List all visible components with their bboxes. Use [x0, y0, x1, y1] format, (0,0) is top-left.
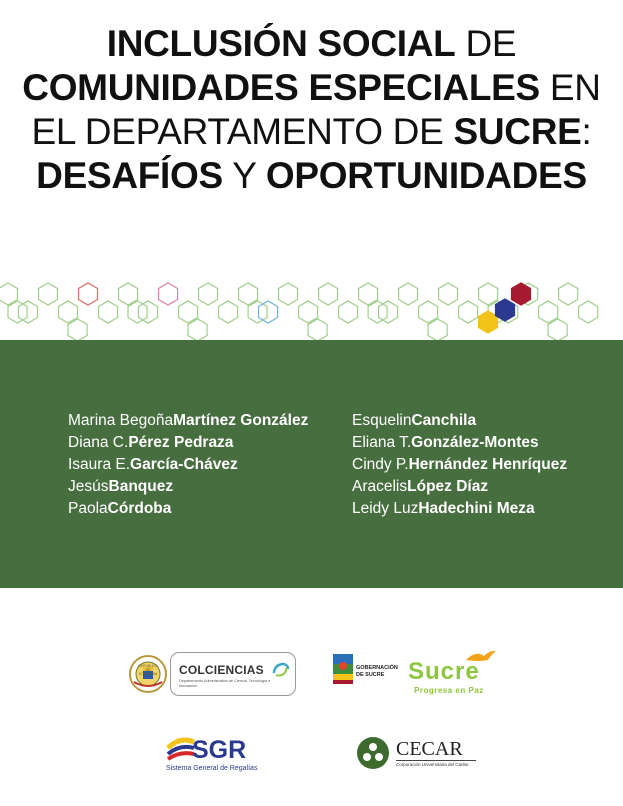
author-given-name: Isaura E. [68, 456, 131, 473]
title-line-2 [0, 66, 623, 110]
hexagon-shape [99, 301, 118, 323]
sgr-subtitle: Sistema General de Regalías [166, 765, 258, 772]
author-family-name: López Díaz [407, 478, 489, 495]
cecar-logo [356, 736, 476, 776]
hexagon-pattern-decoration [0, 272, 623, 342]
hexagon-shape [259, 301, 278, 323]
hexagon-shape [139, 301, 158, 323]
author-family-name: Pérez Pedraza [128, 434, 234, 451]
hexagon-shape [319, 283, 338, 305]
hexagon-shape [479, 283, 498, 305]
author-family-name: González-Montes [411, 434, 539, 451]
sgr-name: SGR [192, 736, 247, 764]
gobernacion-sucre-logo [332, 652, 398, 692]
hexagon-shape [548, 319, 567, 341]
hexagon-shape [339, 301, 358, 323]
title-line-4-bold2: OPORTUNIDADES [265, 155, 587, 196]
hexagon-shape [239, 283, 258, 305]
title-line-1 [0, 22, 623, 66]
authors-right-column [352, 410, 567, 520]
hexagon-shape [496, 299, 515, 321]
hexagon-shape [419, 301, 438, 323]
hexagon-shape [0, 283, 18, 305]
author-family-name: Canchila [411, 412, 477, 429]
gobernacion-line-2: DE SUCRE [356, 671, 385, 678]
author-family-name: Hernández Henríquez [408, 456, 568, 473]
colombia-coat-of-arms-logo [128, 654, 168, 699]
cecar-divider [396, 760, 476, 761]
author-given-name: Jesús [68, 478, 109, 495]
title-line-4-bold: DESAFÍOS [36, 155, 223, 196]
hexagon-shape [248, 301, 267, 323]
author-given-name: Esquelin [352, 412, 412, 429]
author-family-name: García-Chávez [130, 456, 238, 473]
hexagon-shape [368, 301, 387, 323]
book-title [0, 22, 623, 198]
colciencias-name: COLCIENCIAS [179, 663, 264, 677]
hexagon-shape [579, 301, 598, 323]
author-entry [352, 410, 567, 432]
title-line-3 [0, 110, 623, 154]
hexagon-shape [119, 283, 138, 305]
hexagon-shape [8, 301, 27, 323]
hexagon-shape [479, 311, 498, 333]
title-line-2-light: EN [539, 67, 601, 108]
colciencias-swirl-icon [271, 659, 291, 679]
hexagon-shape [428, 319, 447, 341]
author-entry [352, 432, 567, 454]
author-entry [352, 476, 567, 498]
author-family-name: Banquez [108, 478, 174, 495]
gobernacion-shield-icon [332, 652, 354, 688]
title-line-3-tail: : [581, 111, 592, 152]
title-line-3-light: EL DEPARTAMENTO DE [31, 111, 454, 152]
author-entry [68, 498, 308, 520]
hexagon-shape [188, 319, 207, 341]
author-given-name: Aracelis [352, 478, 408, 495]
gobernacion-text [356, 665, 398, 678]
hexagon-shape [512, 283, 531, 305]
cecar-name: CECAR [396, 738, 463, 760]
title-line-1-bold: INCLUSIÓN SOCIAL [106, 23, 456, 64]
hexagon-shape [439, 283, 458, 305]
hexagon-shape [128, 301, 147, 323]
author-given-name: Diana C. [68, 434, 129, 451]
author-given-name: Eliana T. [352, 434, 412, 451]
escudo-text: REPÚBLICA DE COLOMBIA [138, 664, 158, 676]
sucre-progresa-logo [404, 648, 504, 698]
author-given-name: Cindy P. [352, 456, 409, 473]
hexagon-shape [308, 319, 327, 341]
author-entry [352, 454, 567, 476]
hexagon-shape [39, 283, 58, 305]
cecar-emblem-icon [356, 736, 390, 770]
cecar-subtitle: Corporación Universitaria del Caribe [396, 762, 469, 767]
hexagon-shape [459, 301, 478, 323]
hexagon-shape [59, 301, 78, 323]
author-entry [352, 498, 567, 520]
author-given-name: Marina Begoña [68, 412, 174, 429]
colciencias-logo [170, 652, 296, 696]
author-entry [68, 476, 308, 498]
sucre-name: Sucre [408, 658, 480, 685]
colciencias-subtitle: Departamento Administrativo de Ciencia, Tecnología e Innovación [179, 679, 271, 688]
sucre-tagline: Progresa en Paz [414, 686, 484, 695]
authors-left-column [68, 410, 308, 520]
title-line-2-bold: COMUNIDADES ESPECIALES [22, 67, 540, 108]
hexagon-shape [19, 301, 38, 323]
author-given-name: Leidy Luz [352, 500, 419, 517]
hexagon-shape [219, 301, 238, 323]
author-family-name: Córdoba [107, 500, 172, 517]
author-entry [68, 410, 308, 432]
author-family-name: Hadechini Meza [418, 500, 535, 517]
hexagon-shape [79, 283, 98, 305]
hexagon-shape [539, 301, 558, 323]
gobernacion-line-1: GOBERNACIÓN [356, 665, 398, 671]
hexagon-shape [68, 319, 87, 341]
hexagon-shape [159, 283, 178, 305]
title-line-4 [0, 154, 623, 198]
hexagon-shape [559, 283, 578, 305]
hexagon-shape [179, 301, 198, 323]
sgr-logo [164, 734, 264, 780]
title-line-3-bold: SUCRE [453, 111, 582, 152]
title-line-4-light: Y [222, 155, 266, 196]
hexagon-shape [379, 301, 398, 323]
hexagon-shape [399, 283, 418, 305]
sponsor-logos [0, 588, 623, 806]
hexagon-shape [299, 301, 318, 323]
authors-panel [0, 340, 623, 588]
author-entry [68, 432, 308, 454]
author-family-name: Martínez González [173, 412, 309, 429]
title-line-1-light: DE [455, 23, 517, 64]
hexagon-shape [279, 283, 298, 305]
hexagon-shape [359, 283, 378, 305]
author-given-name: Paola [68, 500, 108, 517]
author-entry [68, 454, 308, 476]
hexagon-shape [199, 283, 218, 305]
